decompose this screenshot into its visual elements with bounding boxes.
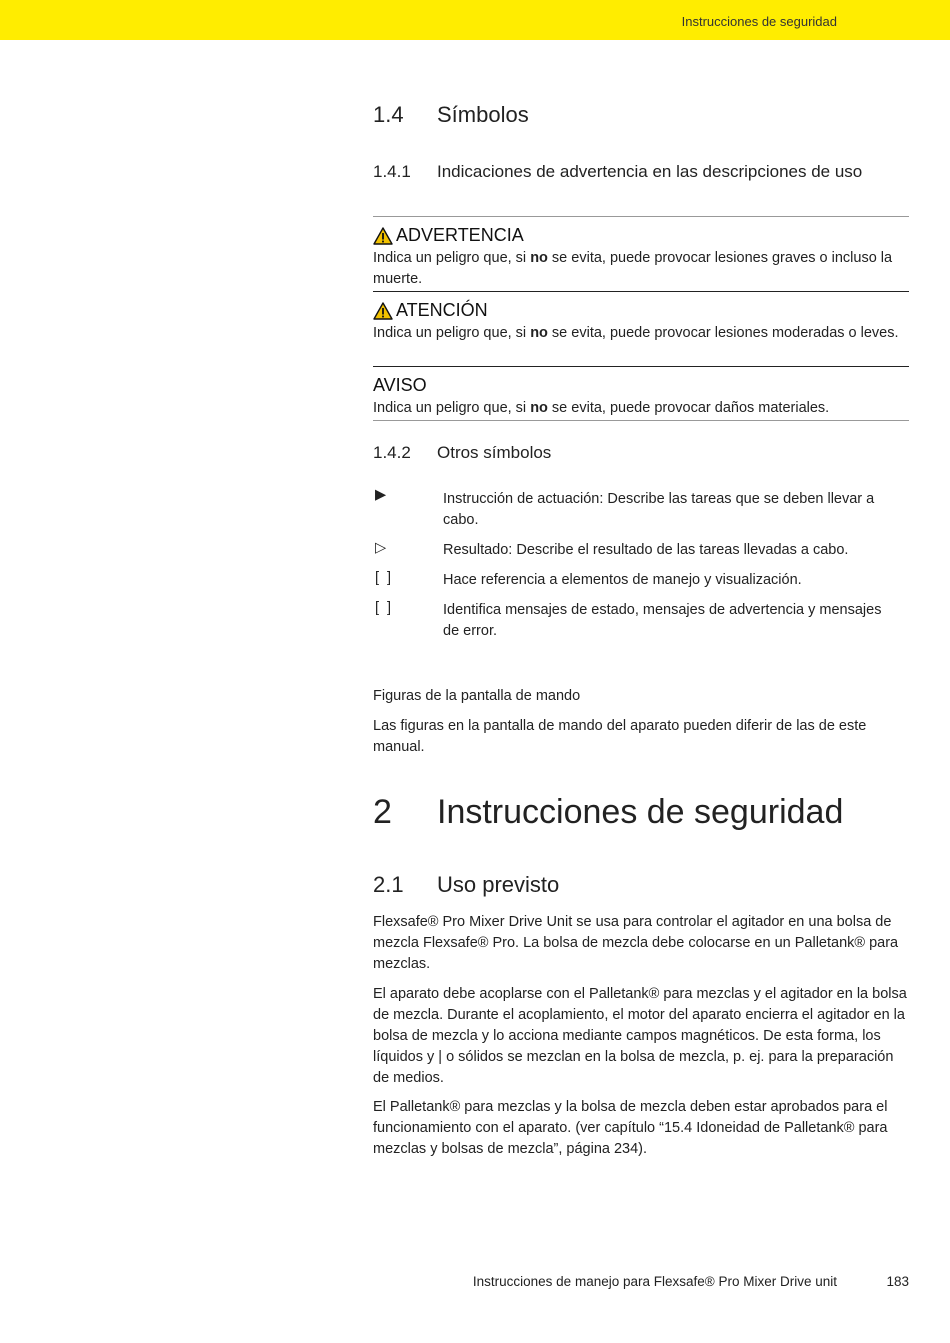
warning-triangle-icon <box>373 302 393 320</box>
divider <box>373 420 909 421</box>
section-1-4-1-title: Indicaciones de advertencia en las descripciones de uso <box>437 162 863 181</box>
section-1-4-number: 1.4 <box>373 102 404 127</box>
header-section-label: Instrucciones de seguridad <box>681 14 837 29</box>
figures-text: Las figuras en la pantalla de mando del aparato pueden diferir de las de este manual. <box>373 718 867 755</box>
warning-text: Indica un peligro que, si no se evita, puede provocar lesiones moderadas o leves. <box>373 325 899 341</box>
section-2-1-title: Uso previsto <box>437 872 560 897</box>
symbol-description: Resultado: Describe el resultado de las tareas llevadas a cabo. <box>443 542 849 558</box>
chapter-2-title: Instrucciones de seguridad <box>437 793 844 831</box>
warning-label: AVISO <box>373 375 427 395</box>
warning-label: ATENCIÓN <box>396 300 488 320</box>
paragraph: El aparato debe acoplarse con el Palletank® para mezclas y el agitador en la bolsa de mezcla. Durante el acoplamiento, el motor del aparato encierra el agitador en la bolsa de mezcla y lo acciona mediante campos magnéticos. De esta forma, los líquidos y | o sólidos se mezclan en la bolsa de mezcla, p. ej. para la preparación de medios. <box>373 986 907 1086</box>
warning-block-advertencia <box>373 225 524 246</box>
warning-text: Indica un peligro que, si no se evita, puede provocar daños materiales. <box>373 400 830 416</box>
figures-heading: Figuras de la pantalla de mando <box>373 688 581 704</box>
header-bar <box>0 0 950 40</box>
symbol-brackets: [ ] <box>375 570 392 586</box>
symbol-action-icon: ▶ <box>375 487 387 503</box>
footer-doc-title: Instrucciones de manejo para Flexsafe® Pro Mixer Drive unit <box>472 1274 837 1289</box>
symbol-description: Instrucción de actuación: Describe las tareas que se deben llevar a cabo. <box>443 491 875 528</box>
chapter-2-number: 2 <box>373 793 392 831</box>
paragraph: El Palletank® para mezclas y la bolsa de mezcla deben estar aprobados para el funcionamiento con el aparato. (ver capítulo “15.4 Idoneidad de Palletank® para mezclas y bolsas de mezcla”, página 234). <box>373 1099 888 1157</box>
warning-label: ADVERTENCIA <box>396 225 524 245</box>
divider <box>373 291 909 292</box>
section-2-1-number: 2.1 <box>373 872 404 897</box>
section-1-4-2-number: 1.4.2 <box>373 443 411 462</box>
warning-block-aviso <box>373 375 427 396</box>
warning-text: Indica un peligro que, si no se evita, puede provocar lesiones graves o incluso la muerte. <box>373 250 893 287</box>
symbol-brackets: [ ] <box>375 600 392 616</box>
section-1-4-1-number: 1.4.1 <box>373 162 411 181</box>
divider <box>373 216 909 217</box>
paragraph: Flexsafe® Pro Mixer Drive Unit se usa para controlar el agitador en una bolsa de mezcla Flexsafe® Pro. La bolsa de mezcla debe colocarse en un Palletank® para mezclas. <box>373 914 899 972</box>
symbol-result-icon: ▷ <box>375 540 387 556</box>
symbol-description: Identifica mensajes de estado, mensajes de advertencia y mensajes de error. <box>443 602 882 639</box>
section-1-4-title: Símbolos <box>437 102 529 127</box>
footer-page-number: 183 <box>886 1274 909 1289</box>
divider <box>373 366 909 367</box>
warning-triangle-icon <box>373 227 393 245</box>
section-1-4-2-title: Otros símbolos <box>437 443 552 462</box>
warning-block-atencion <box>373 300 488 321</box>
symbol-description: Hace referencia a elementos de manejo y visualización. <box>443 572 802 588</box>
